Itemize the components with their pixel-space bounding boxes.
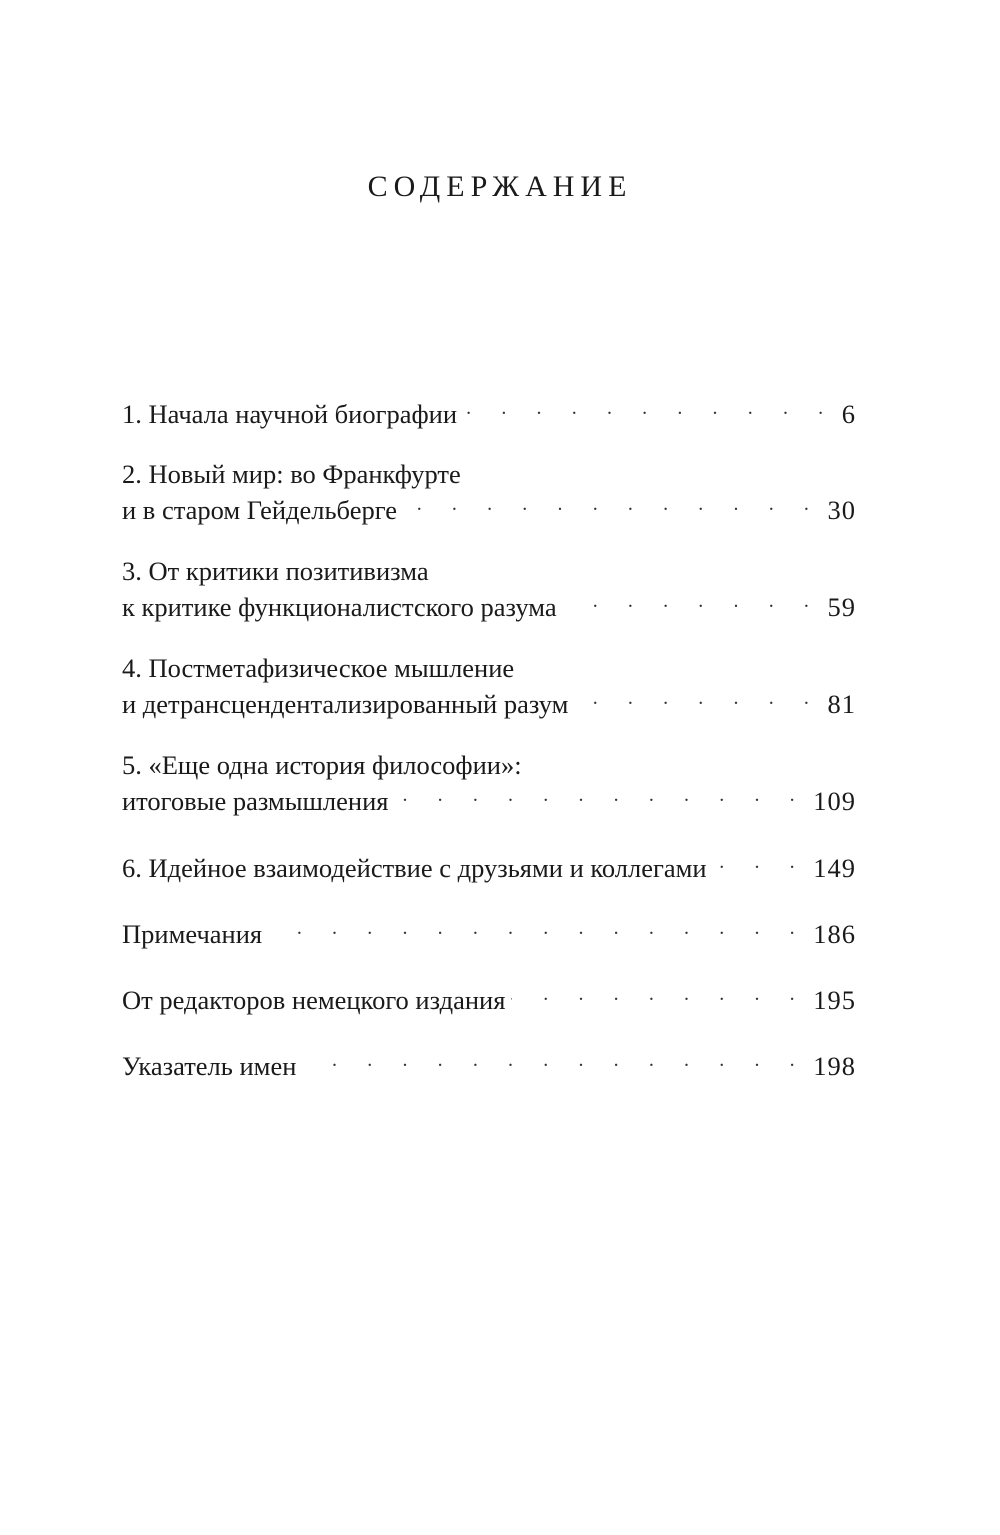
toc-entry-title: От редакторов немецкого издания xyxy=(122,985,506,1015)
toc-page-number: 195 xyxy=(813,985,856,1015)
toc-page-number: 6 xyxy=(841,399,856,429)
dot-leader xyxy=(302,1045,807,1075)
toc-entry-title-continued: и в старом Гейдельберге xyxy=(122,495,397,525)
dot-leader xyxy=(394,780,807,810)
dot-leader xyxy=(268,913,807,943)
dot-leader xyxy=(511,979,807,1009)
toc-entry-title-continued: к критике функционалистского разума xyxy=(122,592,557,622)
toc-entry-title: Примечания xyxy=(122,919,263,949)
dot-leader xyxy=(574,683,821,713)
toc-entry-title-continued: и детрансцендентализированный разум xyxy=(122,689,569,719)
toc-entry-chapter-1[interactable] xyxy=(122,393,856,429)
toc-entry-title: 3. От критики позитивизма xyxy=(122,556,429,586)
toc-entry-notes[interactable] xyxy=(122,913,856,949)
table-of-contents xyxy=(122,393,856,1111)
toc-entry-editors[interactable] xyxy=(122,979,856,1015)
toc-entry-chapter-5[interactable] xyxy=(122,750,856,816)
toc-page-number: 59 xyxy=(827,592,856,622)
toc-page-number: 198 xyxy=(813,1051,856,1081)
dot-leader xyxy=(403,489,822,519)
toc-entry-title: 5. «Еще одна история философии»: xyxy=(122,750,522,780)
toc-page-number: 30 xyxy=(827,495,856,525)
toc-page-number: 109 xyxy=(813,786,856,816)
toc-entry-chapter-4[interactable] xyxy=(122,653,856,719)
toc-page-number: 186 xyxy=(813,919,856,949)
toc-entry-title-continued: итоговые размышления xyxy=(122,786,389,816)
toc-entry-title: 1. Начала научной биографии xyxy=(122,399,458,429)
toc-entry-chapter-3[interactable] xyxy=(122,556,856,622)
toc-entry-index[interactable] xyxy=(122,1045,856,1081)
toc-page-number: 81 xyxy=(827,689,856,719)
dot-leader xyxy=(563,586,822,616)
page-title: СОДЕРЖАНИЕ xyxy=(367,170,633,203)
toc-entry-title: 6. Идейное взаимодействие с друзьями и коллегами xyxy=(122,853,707,883)
toc-entry-title: 2. Новый мир: во Франкфурте xyxy=(122,459,461,489)
dot-leader xyxy=(463,393,836,423)
toc-entry-chapter-2[interactable] xyxy=(122,459,856,525)
toc-entry-title: 4. Постметафизическое мышление xyxy=(122,653,515,683)
toc-entry-title: Указатель имен xyxy=(122,1051,297,1081)
toc-entry-chapter-6[interactable] xyxy=(122,847,856,883)
toc-page-number: 149 xyxy=(813,853,856,883)
dot-leader xyxy=(713,847,808,877)
